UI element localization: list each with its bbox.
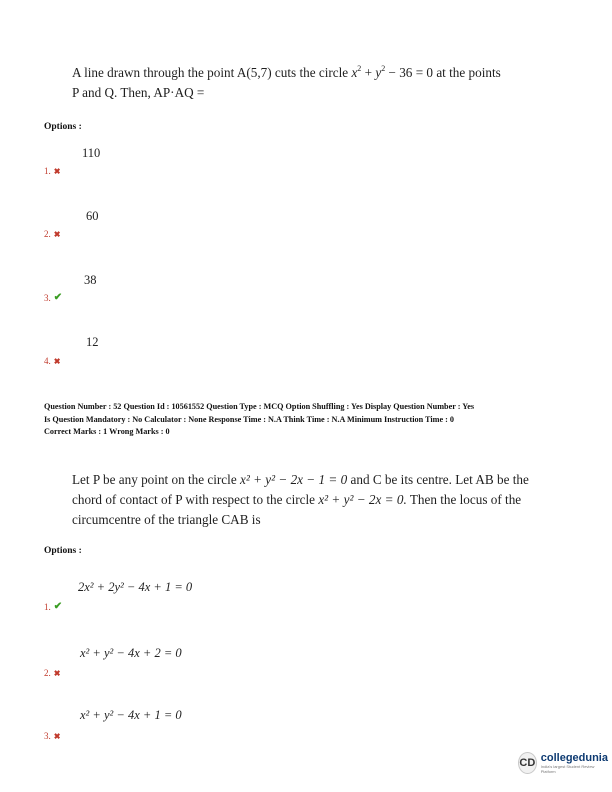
correct-icon: ✔ xyxy=(53,292,63,303)
option-equation: 2x² + 2y² − 4x + 1 = 0 xyxy=(78,580,193,594)
q1-eq-plus: + xyxy=(361,65,376,80)
option-number-label: 4. xyxy=(44,356,51,366)
logo-badge-icon: CD xyxy=(518,752,537,774)
q2-line2-pre: chord of contact of P with respect to the circle xyxy=(72,492,316,507)
q1-line1-post: at the points xyxy=(436,65,501,80)
meta-line-1: Question Number : 52 Question Id : 10561552 Question Type : MCQ Option Shuffling : Yes Display Question Number : Yes xyxy=(44,402,475,411)
option-number-label: 2. xyxy=(44,229,51,239)
option-number xyxy=(44,668,60,678)
q2-line2-post: Then the locus of the xyxy=(409,492,522,507)
q2-line1-pre: Let P be any point on the circle xyxy=(72,472,237,487)
option-number xyxy=(44,601,62,612)
option-number xyxy=(44,731,60,741)
q2-line1-equation: x² + y² − 2x − 1 = 0 xyxy=(239,472,348,487)
meta-line-2: Is Question Mandatory : No Calculator : None Response Time : N.A Think Time : N.A Minimum Instruction Time : 0 xyxy=(44,414,455,424)
collegedunia-logo xyxy=(518,752,608,774)
q2-line2-equation: x² + y² − 2x = 0. xyxy=(318,492,407,507)
option-value[interactable] xyxy=(78,580,192,595)
option-number-label: 3. xyxy=(44,292,51,303)
logo-tagline: India's largest Student Review Platform xyxy=(540,763,595,774)
option-value[interactable]: 38 xyxy=(84,273,97,287)
question-2-line-2 xyxy=(72,490,562,510)
q1-eq-x: x xyxy=(351,65,358,80)
wrong-icon: ✖ xyxy=(53,668,61,678)
option-number-label: 3. xyxy=(44,731,51,741)
question-2-text xyxy=(72,470,562,530)
option-number xyxy=(44,229,60,239)
meta-line-3: Correct Marks : 1 Wrong Marks : 0 xyxy=(44,427,170,436)
logo-name: collegedunia xyxy=(540,751,608,764)
option-value[interactable]: 110 xyxy=(82,146,101,160)
q1-eq-sup2: 2 xyxy=(381,64,386,73)
option-number xyxy=(44,166,60,176)
q1-line1-text: A line drawn through the point A(5,7) cuts the circle xyxy=(72,65,349,80)
option-value[interactable]: 60 xyxy=(86,209,99,223)
option-number-label: 1. xyxy=(44,166,51,176)
option-number-label: 2. xyxy=(44,668,51,678)
options-label: Options : xyxy=(44,546,82,556)
logo-text xyxy=(541,753,608,774)
option-number xyxy=(44,292,62,303)
q2-line1-post: and C be its centre. Let AB be the xyxy=(350,472,529,487)
question-1-line-1 xyxy=(72,63,552,83)
q1-eq-rest: − 36 = 0 xyxy=(385,65,434,80)
question-1-text xyxy=(72,63,552,103)
options-label: Options : xyxy=(44,122,82,132)
option-number-label: 1. xyxy=(44,601,51,612)
question-2-line-3: circumcentre of the triangle CAB is xyxy=(72,512,261,527)
option-value[interactable] xyxy=(80,708,182,723)
question-1-line-2: P and Q. Then, AP·AQ = xyxy=(72,85,205,100)
option-value[interactable]: 12 xyxy=(86,335,99,349)
option-equation: x² + y² − 4x + 2 = 0 xyxy=(80,646,182,660)
wrong-icon: ✖ xyxy=(53,229,61,239)
wrong-icon: ✖ xyxy=(53,356,61,366)
question-meta xyxy=(44,401,584,439)
option-equation: x² + y² − 4x + 1 = 0 xyxy=(80,708,182,722)
q1-eq-sup1: 2 xyxy=(357,64,362,73)
wrong-icon: ✖ xyxy=(53,166,61,176)
q1-eq-y: y xyxy=(375,65,382,80)
question-2-line-1 xyxy=(72,470,562,490)
correct-icon: ✔ xyxy=(53,601,63,612)
option-value[interactable] xyxy=(80,646,182,661)
option-number xyxy=(44,356,60,366)
wrong-icon: ✖ xyxy=(53,731,61,741)
